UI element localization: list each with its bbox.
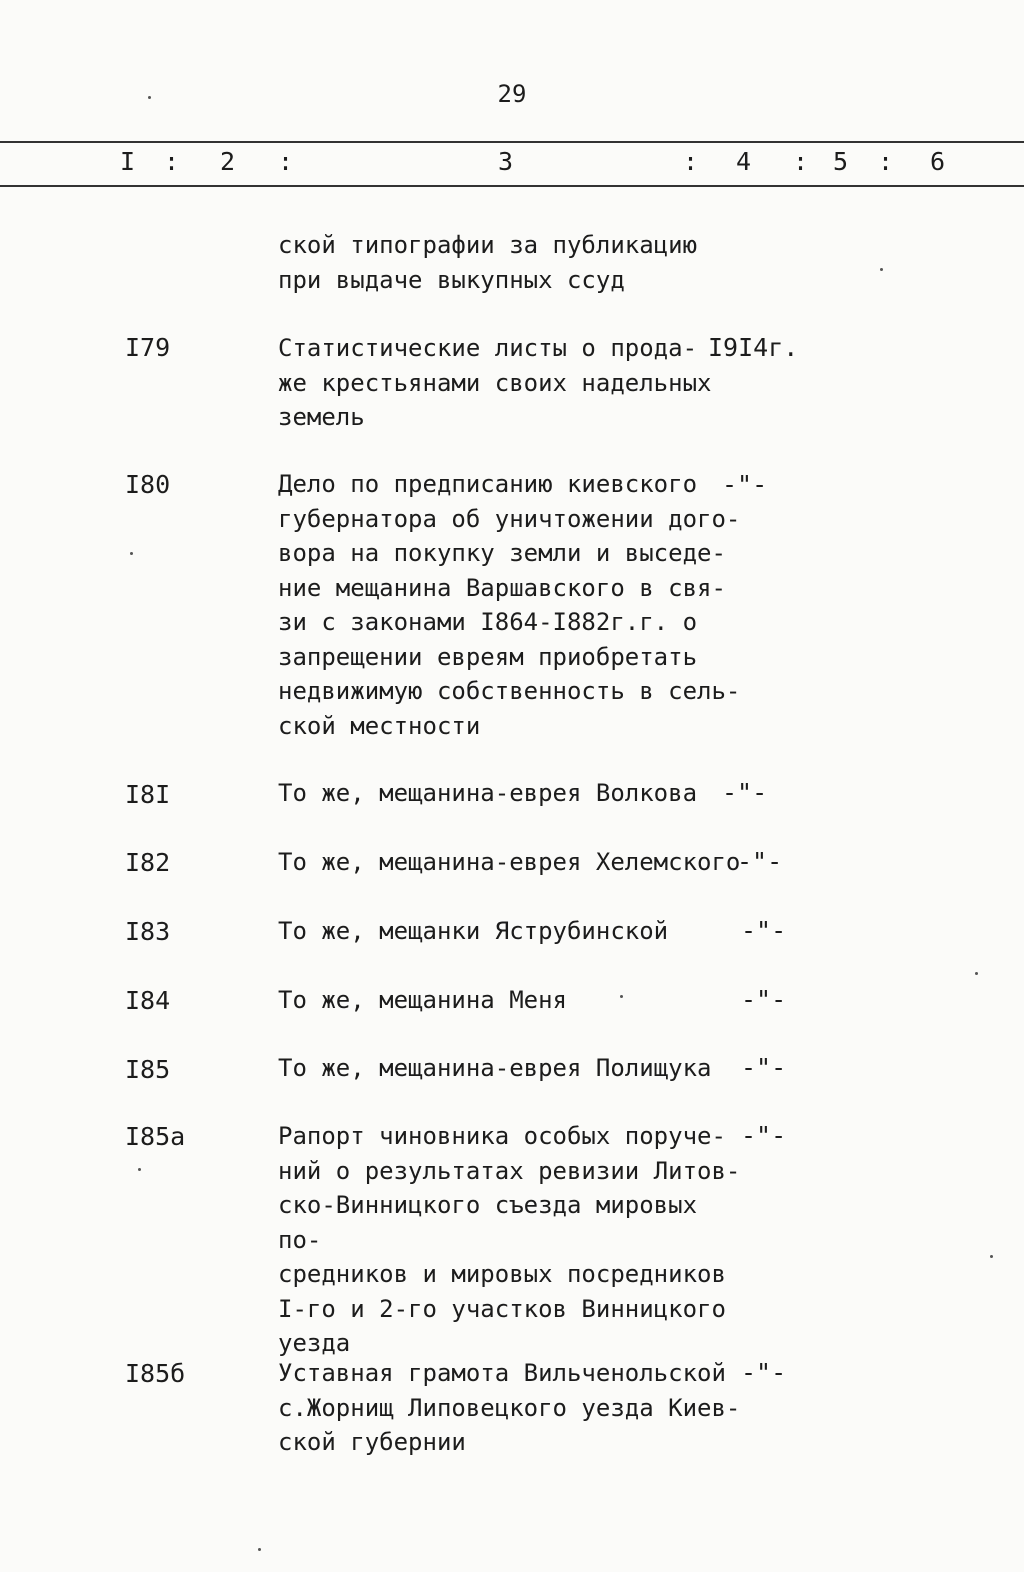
entry-description: То же, мещанки Яструбинской [278, 917, 669, 945]
entry-number: I84 [125, 986, 171, 1015]
column-header-5: 5 [833, 147, 849, 176]
entry-number: I80 [125, 470, 171, 499]
column-separator: : [278, 147, 294, 176]
scan-speck [620, 995, 623, 998]
column-separator: : [878, 147, 894, 176]
scan-speck [258, 1548, 261, 1551]
continuation-text: ской типографии за публикацию при выдаче выкупных ссуд [278, 231, 698, 294]
entry-description: Статистические листы о прода- же крестьянами своих надельных земель [278, 334, 712, 431]
entry-description: Дело по предписанию киевского губернатора об уничтожении дого- вора на покупку земли и выседе- ние мещанина Варшавского в свя- зи с законами I864-I882г.г. о запрещении евреям приобретать недвижимую собственность в сель- ской местности [278, 470, 741, 740]
entry-number: I85а [125, 1122, 186, 1151]
scan-speck [975, 972, 978, 975]
entry-number: I82 [125, 848, 171, 877]
entry-description: То же, мещанина Меня [278, 986, 567, 1014]
scan-speck [130, 552, 133, 555]
entry-date: -"- [741, 1121, 787, 1150]
entry-number: I83 [125, 917, 171, 946]
scan-speck [990, 1255, 993, 1258]
entry-number: I8I [125, 780, 171, 809]
scan-speck [138, 1168, 141, 1171]
column-header-3: 3 [498, 147, 514, 176]
header-bottom-rule [0, 185, 1024, 187]
column-separator: : [683, 147, 699, 176]
column-separator: : [793, 147, 809, 176]
entry-description: Уставная грамота Вильченольской с.Жорнищ Липовецкого уезда Киев- ской губернии [278, 1359, 741, 1456]
entry-date: -"- [737, 847, 783, 876]
entry-description: Рапорт чиновника особых поруче- ний о результатах ревизии Литов- ско-Винницкого съезда мировых по- средников и мировых посредников I-го и 2-го участков Винницкого уезда [278, 1122, 741, 1357]
entry-description: То же, мещанина-еврея Полищука [278, 1054, 712, 1082]
page-number: 29 [497, 80, 527, 108]
entry-date: I9I4г. [708, 333, 799, 362]
column-header-6: 6 [930, 147, 946, 176]
entry-date: -"- [741, 1053, 787, 1082]
entry-number: I85б [125, 1359, 186, 1388]
scan-speck [880, 268, 883, 271]
entry-number: I79 [125, 333, 171, 362]
column-header-2: 2 [220, 147, 236, 176]
entry-description: То же, мещанина-еврея Хелемского [278, 848, 741, 876]
entry-date: -"- [741, 1358, 787, 1387]
scan-speck [148, 96, 151, 99]
column-header-4: 4 [736, 147, 752, 176]
entry-date: -"- [722, 470, 768, 499]
entry-number: I85 [125, 1055, 171, 1084]
header-top-rule [0, 141, 1024, 143]
column-header-1: I [120, 147, 136, 176]
entry-date: -"- [741, 985, 787, 1014]
entry-date: -"- [741, 916, 787, 945]
column-separator: : [164, 147, 180, 176]
entry-date: -"- [722, 778, 768, 807]
entry-description: То же, мещанина-еврея Волкова [278, 779, 698, 807]
